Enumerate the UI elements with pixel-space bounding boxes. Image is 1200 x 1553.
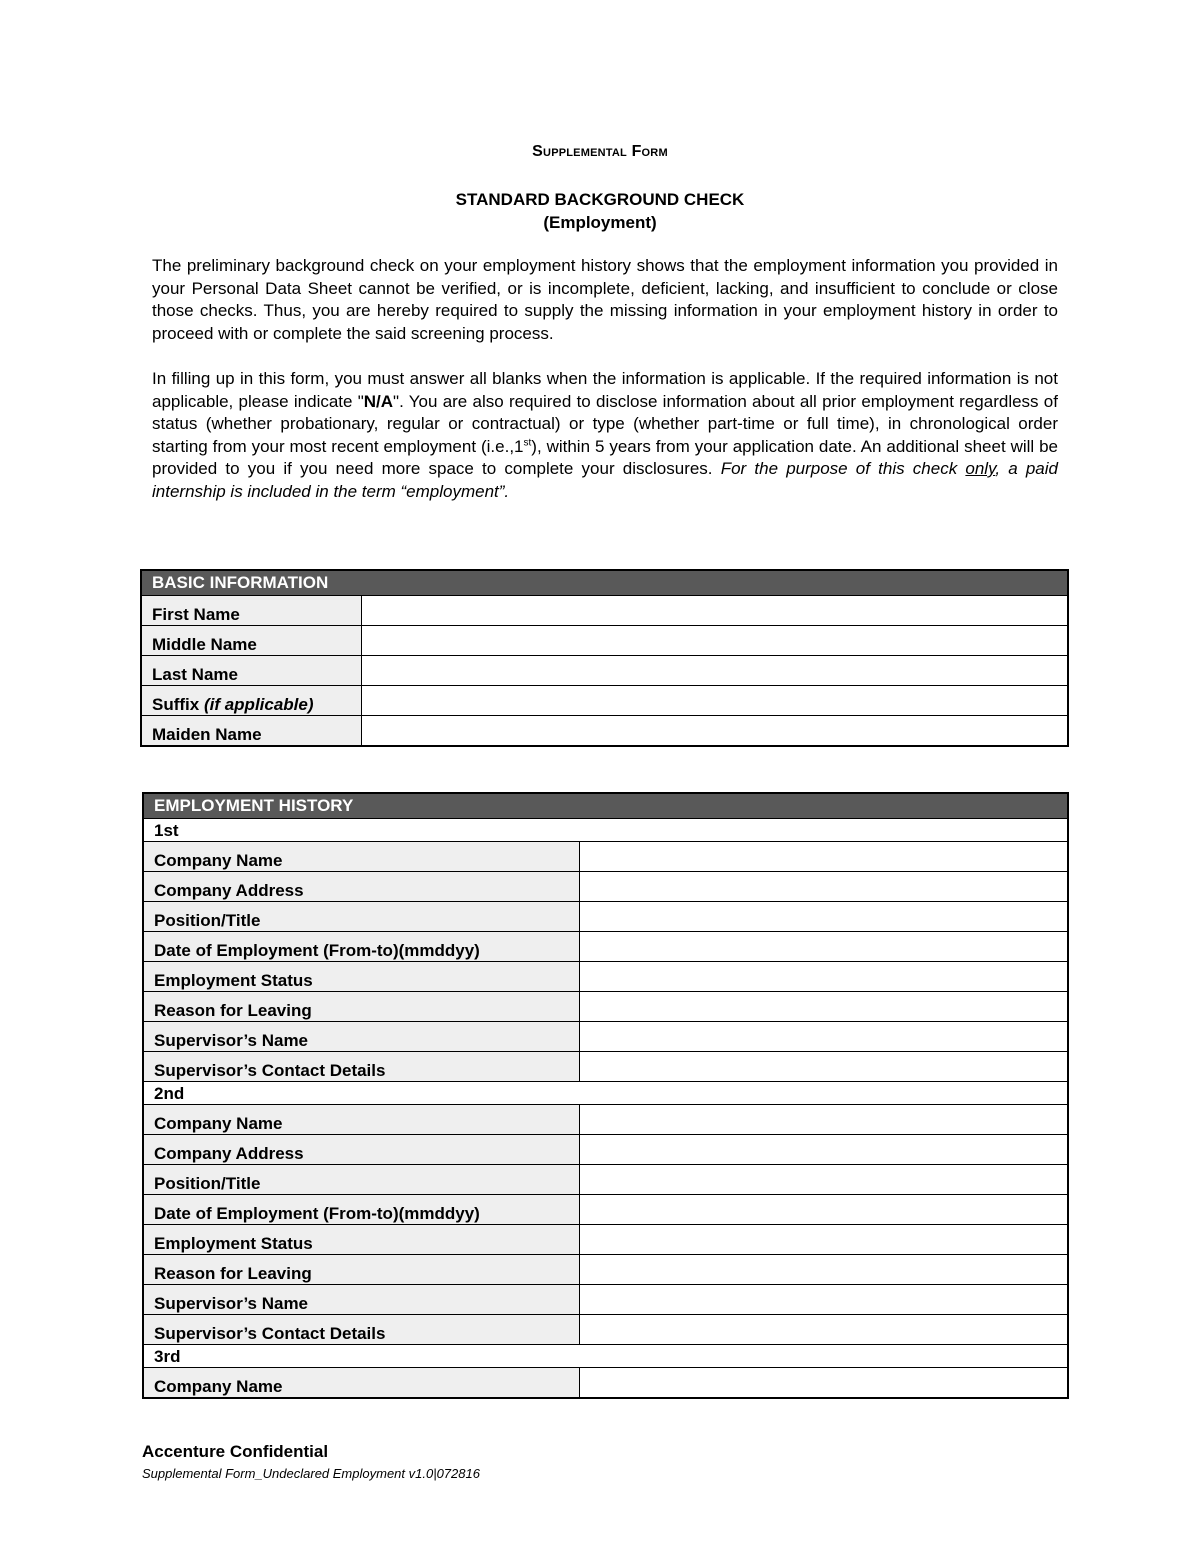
intro-paragraph-2 bbox=[152, 368, 1058, 503]
employment-group-ordinal: 2nd bbox=[143, 1082, 1068, 1105]
table-row bbox=[143, 1285, 1068, 1315]
field-label: Reason for Leaving bbox=[143, 992, 579, 1022]
document-id: Supplemental Form_Undeclared Employment v1.0|072816 bbox=[142, 1466, 480, 1481]
p2-text-3: ), within 5 years from your application date. An additional sheet will be provided to you if you need more space to complete your disclosures. bbox=[152, 436, 1059, 478]
table-row bbox=[143, 1022, 1068, 1052]
na-emphasis: N/A bbox=[363, 391, 394, 411]
field-label: Employment Status bbox=[143, 1225, 579, 1255]
form-title: STANDARD BACKGROUND CHECK bbox=[455, 190, 745, 209]
table-row bbox=[143, 1165, 1068, 1195]
confidentiality-notice: Accenture Confidential bbox=[142, 1442, 329, 1461]
field-label: Middle Name bbox=[141, 626, 361, 656]
basic-information-table bbox=[140, 569, 1069, 747]
table-row bbox=[141, 626, 1068, 656]
field-label: Last Name bbox=[141, 656, 361, 686]
field-label bbox=[141, 686, 361, 716]
company-address-field[interactable] bbox=[579, 872, 1068, 902]
field-label: Company Address bbox=[143, 872, 579, 902]
field-label: Company Name bbox=[143, 1105, 579, 1135]
position-title-field[interactable] bbox=[579, 902, 1068, 932]
maiden-name-field[interactable] bbox=[361, 716, 1068, 747]
table-row bbox=[143, 872, 1068, 902]
company-name-field[interactable] bbox=[579, 1368, 1068, 1399]
table-row bbox=[141, 656, 1068, 686]
employment-date-field[interactable] bbox=[579, 932, 1068, 962]
middle-name-field[interactable] bbox=[361, 626, 1068, 656]
table-row bbox=[143, 1195, 1068, 1225]
company-name-field[interactable] bbox=[579, 842, 1068, 872]
basic-information-header: BASIC INFORMATION bbox=[141, 570, 1068, 596]
first-name-field[interactable] bbox=[361, 596, 1068, 626]
table-row bbox=[141, 686, 1068, 716]
field-label: Position/Title bbox=[143, 902, 579, 932]
intro-paragraph-1: The preliminary background check on your employment history shows that the employment information you provided in your Personal Data Sheet cannot be verified, or is incomplete, deficient, lacking, and insufficient to conclude or close those checks. Thus, you are hereby required to supply the missing information in your employment history in order to proceed with or complete the said screening process. bbox=[152, 256, 1058, 343]
employment-history-header: EMPLOYMENT HISTORY bbox=[143, 793, 1068, 819]
table-row bbox=[143, 1255, 1068, 1285]
position-title-field[interactable] bbox=[579, 1165, 1068, 1195]
table-row bbox=[143, 962, 1068, 992]
ordinal-superscript: st bbox=[523, 436, 532, 448]
table-row bbox=[143, 902, 1068, 932]
suffix-field[interactable] bbox=[361, 686, 1068, 716]
table-row bbox=[143, 1135, 1068, 1165]
field-label: Company Name bbox=[143, 842, 579, 872]
company-name-field[interactable] bbox=[579, 1105, 1068, 1135]
employment-history-table bbox=[142, 792, 1069, 1399]
suffix-qualifier: (if applicable) bbox=[203, 695, 314, 714]
internship-note-2: , a paid internship is included in the term “employment”. bbox=[152, 459, 1058, 501]
supervisor-contact-field[interactable] bbox=[579, 1052, 1068, 1082]
supervisor-name-field[interactable] bbox=[579, 1022, 1068, 1052]
supervisor-name-field[interactable] bbox=[579, 1285, 1068, 1315]
company-address-field[interactable] bbox=[579, 1135, 1068, 1165]
reason-for-leaving-field[interactable] bbox=[579, 1255, 1068, 1285]
field-label: First Name bbox=[141, 596, 361, 626]
last-name-field[interactable] bbox=[361, 656, 1068, 686]
employment-status-field[interactable] bbox=[579, 962, 1068, 992]
form-title-block bbox=[0, 188, 1200, 234]
form-type-heading: Supplemental Form bbox=[532, 143, 668, 160]
supervisor-contact-field[interactable] bbox=[579, 1315, 1068, 1345]
employment-status-field[interactable] bbox=[579, 1225, 1068, 1255]
field-label: Supervisor’s Name bbox=[143, 1022, 579, 1052]
internship-note-1: For the purpose of this check bbox=[720, 459, 966, 478]
table-row bbox=[143, 992, 1068, 1022]
table-row bbox=[141, 716, 1068, 747]
reason-for-leaving-field[interactable] bbox=[579, 992, 1068, 1022]
employment-group-ordinal: 3rd bbox=[143, 1345, 1068, 1368]
table-row bbox=[143, 842, 1068, 872]
table-row bbox=[143, 932, 1068, 962]
employment-date-field[interactable] bbox=[579, 1195, 1068, 1225]
p2-text-2: ". You are also required to disclose information about all prior employment regardless of status (whether probationary, regular or contractual) or type (whether part-time or full time), in chronological order starting from your most recent employment (i.e.,1 bbox=[152, 391, 1058, 456]
field-label: Reason for Leaving bbox=[143, 1255, 579, 1285]
form-subtitle: (Employment) bbox=[543, 213, 657, 232]
table-row bbox=[143, 1105, 1068, 1135]
table-row bbox=[143, 1052, 1068, 1082]
field-label: Maiden Name bbox=[141, 716, 361, 747]
field-label: Employment Status bbox=[143, 962, 579, 992]
employment-group-ordinal: 1st bbox=[143, 819, 1068, 842]
table-row bbox=[143, 1315, 1068, 1345]
field-label: Supervisor’s Name bbox=[143, 1285, 579, 1315]
table-row bbox=[143, 1225, 1068, 1255]
suffix-label: Suffix bbox=[152, 695, 204, 714]
only-emphasis: only bbox=[965, 459, 996, 478]
field-label: Company Address bbox=[143, 1135, 579, 1165]
table-row bbox=[143, 1368, 1068, 1399]
field-label: Date of Employment (From-to)(mmddyy) bbox=[143, 932, 579, 962]
field-label: Supervisor’s Contact Details bbox=[143, 1052, 579, 1082]
field-label: Company Name bbox=[143, 1368, 579, 1399]
field-label: Date of Employment (From-to)(mmddyy) bbox=[143, 1195, 579, 1225]
field-label: Position/Title bbox=[143, 1165, 579, 1195]
table-row bbox=[141, 596, 1068, 626]
field-label: Supervisor’s Contact Details bbox=[143, 1315, 579, 1345]
p2-text-1: In filling up in this form, you must answer all blanks when the information is applicable. If the required information is not applicable, please indicate " bbox=[152, 369, 1058, 411]
